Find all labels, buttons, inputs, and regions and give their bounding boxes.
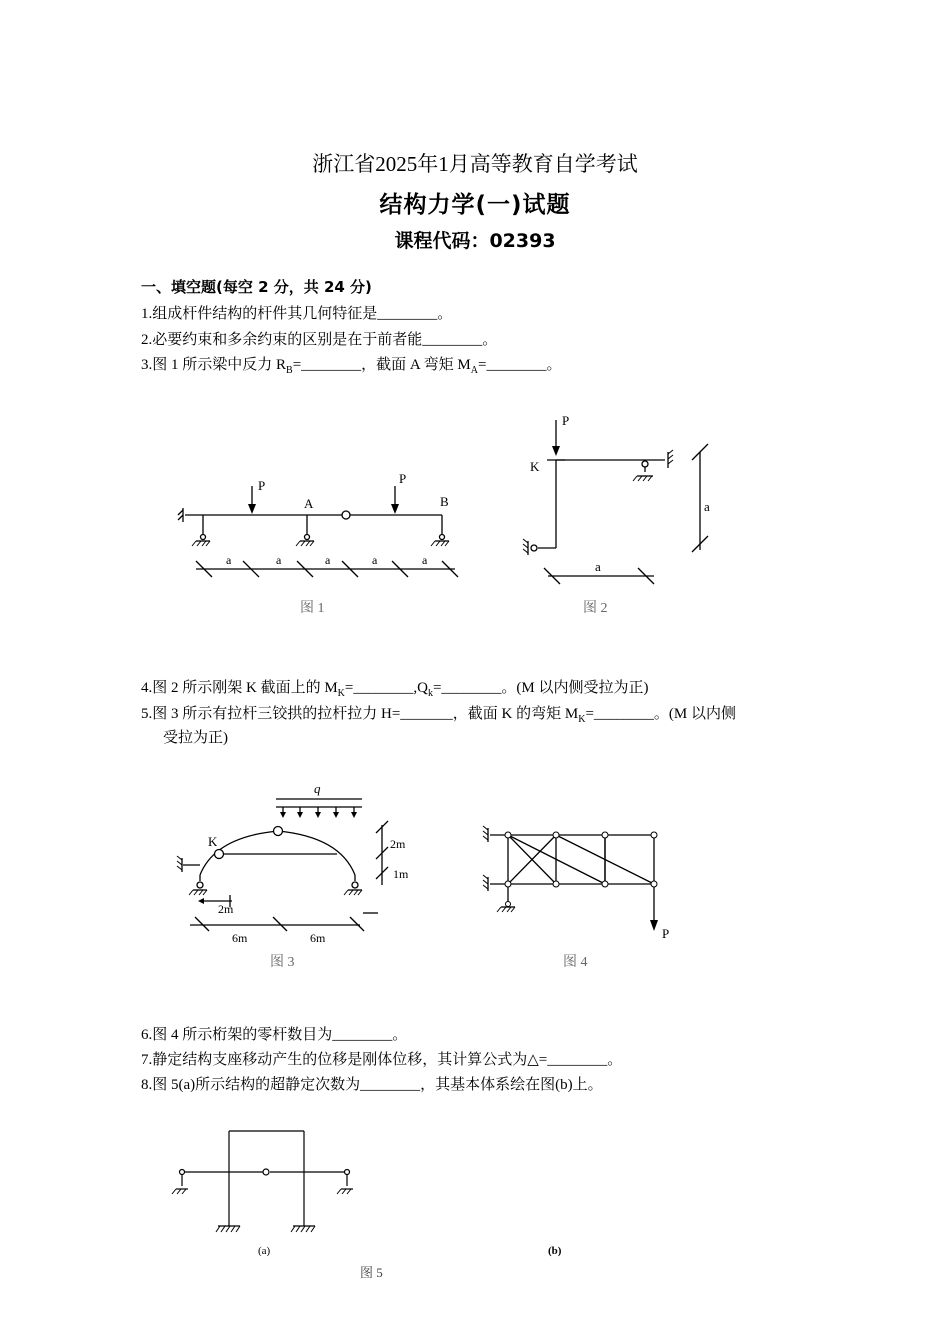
fig4-caption: 图 4	[563, 955, 588, 970]
question-8: 8.图 5(a)所示结构的超静定次数为________，其基本体系绘在图(b)上。	[141, 1077, 603, 1093]
fig1-dim-a3: a	[325, 553, 331, 567]
fig1-dim-a5: a	[422, 553, 428, 567]
figure-5	[0, 1120, 950, 1290]
fig3-load-q: q	[314, 781, 321, 796]
fig1-dim-a4: a	[372, 553, 378, 567]
exam-subject-title: 结构力学(一)试题	[379, 192, 571, 218]
fig3-dim-1m: 1m	[393, 867, 409, 881]
fig2-dim-a-vertical: a	[704, 499, 710, 514]
fig5-caption: 图 5	[360, 1265, 383, 1280]
fig1-load-p1: P	[258, 478, 266, 493]
fig2-caption: 图 2	[583, 601, 608, 616]
fig3-dim-6m-left: 6m	[232, 931, 248, 945]
fig1-label-b: B	[440, 494, 449, 509]
question-1: 1.组成杆件结构的杆件其几何特征是________。	[141, 306, 453, 322]
figure-1-2	[0, 400, 950, 625]
fig3-dim-6m-right: 6m	[310, 931, 326, 945]
exam-title-line1: 浙江省2025年1月高等教育自学考试	[312, 152, 638, 176]
fig1-dim-a2: a	[276, 553, 282, 567]
fig3-caption: 图 3	[270, 955, 295, 970]
figure-3-4	[0, 775, 950, 975]
fig1-load-p2: P	[399, 471, 407, 486]
fig5-label-a: (a)	[258, 1245, 271, 1257]
question-2: 2.必要约束和多余约束的区别是在于前者能________。	[141, 332, 498, 348]
fig2-label-k: K	[530, 459, 540, 474]
question-5-cont: 受拉为正)	[163, 730, 228, 746]
fig5-label-b: (b)	[548, 1245, 562, 1257]
fig1-dim-a1: a	[226, 553, 232, 567]
fig3-label-k: K	[208, 834, 218, 849]
fig1-caption: 图 1	[300, 601, 325, 616]
fig3-dim-2m-k: 2m	[218, 902, 234, 916]
question-3: 3.图 1 所示梁中反力 $R_B=\_\_\_\_\_\_\_\_$，截面 A 弯矩 $M_A=\_\_\_\_\_\_\_\_$。	[141, 357, 562, 376]
question-4: 4.图 2 所示刚架 K 截面上的 $M_K=\_\_\_\_\_\_\_\_,Q_k=\_\_\_\_\_\_\_\_$。(M 以内侧受拉为正)	[141, 680, 649, 699]
question-5: 5.图 3 所示有拉杆三铰拱的拉杆拉力 H=_______，截面 K 的弯矩 $M_K=\_\_\_\_\_\_\_\_$。(M 以内侧	[141, 706, 736, 725]
course-code: 课程代码：02393	[394, 230, 556, 252]
fig1-label-a: A	[304, 496, 314, 511]
fig4-load-p: P	[662, 926, 670, 941]
section-title: 一、填空题(每空 2 分，共 24 分)	[141, 278, 372, 296]
fig3-dim-2m: 2m	[390, 837, 406, 851]
fig2-load-p: P	[562, 413, 570, 428]
fig2-dim-a-horizontal: a	[595, 559, 601, 574]
question-6: 6.图 4 所示桁架的零杆数目为________。	[141, 1027, 408, 1043]
question-7: 7.静定结构支座移动产生的位移是刚体位移，其计算公式为△=________。	[141, 1052, 623, 1068]
